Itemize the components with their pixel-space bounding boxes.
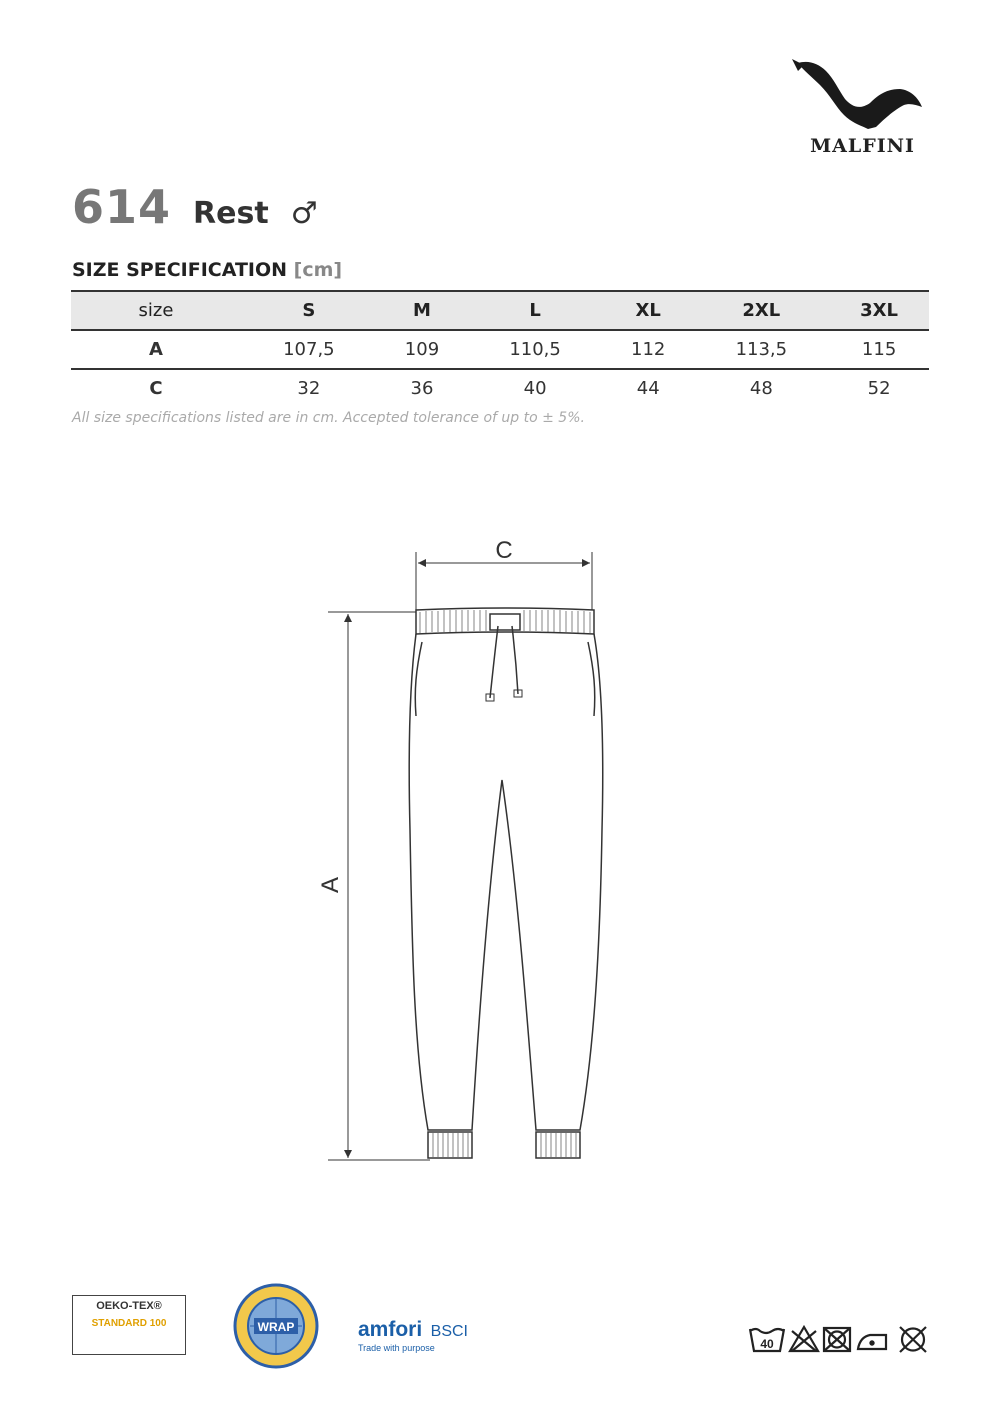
table-cell: 40 xyxy=(523,378,547,399)
spec-heading-text: SIZE SPECIFICATION xyxy=(72,259,288,281)
table-cell: 113,5 xyxy=(735,339,788,360)
row-label: C xyxy=(149,378,163,399)
table-cell: 107,5 xyxy=(283,339,335,360)
table-cell: 110,5 xyxy=(509,339,561,360)
table-header-row xyxy=(71,291,929,330)
oeko-title: OEKO-TEX® xyxy=(96,1300,162,1312)
pants-diagram xyxy=(300,530,620,1184)
table-cell: 112 xyxy=(631,339,666,360)
wrap-globe-icon xyxy=(232,1282,320,1370)
table-header-cell: 3XL xyxy=(860,300,899,321)
pants-drawing xyxy=(300,530,620,1180)
amfori-bsci-badge xyxy=(358,1318,468,1353)
iron-low-icon xyxy=(858,1335,886,1349)
oeko-standard: STANDARD 100 xyxy=(91,1318,167,1329)
table-cell: 36 xyxy=(410,378,434,399)
row-label: A xyxy=(149,339,163,360)
label-a: A xyxy=(317,876,344,894)
brand-logo xyxy=(790,55,940,165)
spec-heading xyxy=(72,259,342,281)
bsci-label: BSCI xyxy=(430,1323,468,1340)
tolerance-note: All size specifications listed are in cm. Accepted tolerance of up to ± 5%. xyxy=(72,410,585,426)
table-cell: 115 xyxy=(861,339,897,360)
amfori-label: amfori xyxy=(358,1318,423,1341)
no-bleach-icon xyxy=(790,1327,818,1351)
no-dry-clean-icon xyxy=(900,1327,926,1352)
table-cell: 52 xyxy=(867,378,891,399)
table-header-cell: M xyxy=(413,300,431,321)
product-number: 614 xyxy=(72,180,172,234)
table-header-cell: S xyxy=(302,300,316,321)
wash-40-icon xyxy=(750,1329,784,1351)
table-cell: 32 xyxy=(297,378,321,399)
table-cell: 109 xyxy=(404,339,440,360)
care-symbols xyxy=(748,1323,933,1361)
label-c: C xyxy=(495,537,513,564)
oeko-tex-badge xyxy=(72,1295,186,1355)
wrap-badge xyxy=(232,1282,320,1374)
size-table xyxy=(71,290,929,407)
table-header-cell: size xyxy=(138,300,174,321)
eagle-icon xyxy=(790,55,930,135)
product-name: Rest xyxy=(193,196,269,231)
amfori-tagline: Trade with purpose xyxy=(358,1343,435,1353)
wrap-label: WRAP xyxy=(257,1320,295,1334)
product-title xyxy=(72,180,318,240)
table-header-cell: 2XL xyxy=(742,300,781,321)
table-row xyxy=(71,330,929,369)
table-cell: 44 xyxy=(636,378,660,399)
table-header-cell: XL xyxy=(635,300,661,321)
table-row xyxy=(71,369,929,407)
brand-name: MALFINI xyxy=(810,135,915,157)
table-header-cell: L xyxy=(529,300,541,321)
wash-temp: 40 xyxy=(760,1337,774,1351)
table-cell: 48 xyxy=(749,378,773,399)
male-icon: ♂ xyxy=(290,196,318,231)
spec-unit: [cm] xyxy=(293,259,343,281)
no-tumble-dry-icon xyxy=(824,1328,850,1351)
